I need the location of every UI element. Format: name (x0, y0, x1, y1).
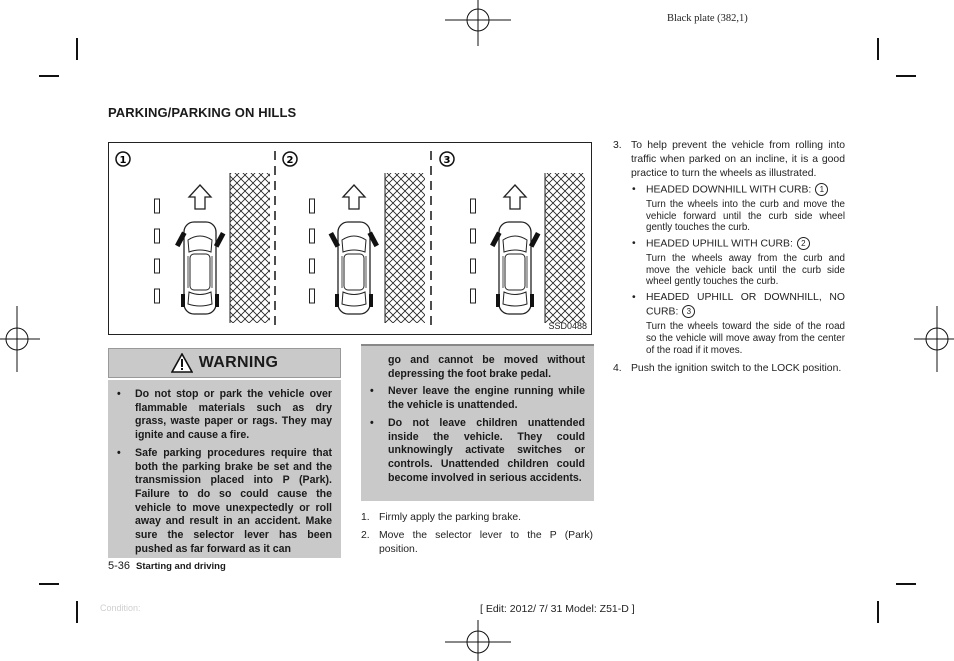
section-heading: PARKING/PARKING ON HILLS (108, 105, 297, 120)
svg-text:2: 2 (286, 155, 294, 166)
svg-text:1: 1 (119, 155, 127, 166)
warning-triangle-icon (171, 353, 193, 373)
steps-right (613, 139, 845, 380)
warning-title: WARNING (198, 354, 279, 371)
warning-item: • Do not stop or park the vehicle over flammable materials such as dry grass, waste paper or rags. They may ignite and cause a fire. (116, 388, 332, 443)
parking-diagram (109, 143, 591, 334)
warning-header (108, 348, 341, 378)
sub-item-uphill-curb: • HEADED UPHILL WITH CURB: 2 Turn the wheels away from the curb and move the vehicle back until the curb side wheel gently touches the curb. (631, 237, 845, 288)
svg-text:3: 3 (443, 155, 451, 166)
warning-body-continued (361, 344, 594, 501)
circle-number: 3 (682, 305, 695, 318)
registration-mark-bottom (445, 620, 511, 661)
edit-info: [ Edit: 2012/ 7/ 31 Model: Z51-D ] (480, 603, 635, 615)
registration-mark-top (445, 0, 511, 46)
circle-number: 1 (815, 183, 828, 196)
panel-label-1 (116, 152, 130, 166)
circle-number: 2 (797, 237, 810, 250)
panel-label-2 (283, 152, 297, 166)
warning-item: • Never leave the engine running while the vehicle is unattended. (369, 385, 585, 412)
warning-body (108, 380, 341, 558)
registration-mark-left (0, 306, 40, 372)
figure-code: SSD0488 (548, 321, 587, 331)
sub-item-no-curb: • HEADED UPHILL OR DOWNHILL, NO CURB: 3 Turn the wheels toward the side of the road so the vehicle will move away from the center of the road if it moves. (631, 291, 845, 356)
page-footer (108, 560, 226, 572)
step-item: 4. Push the ignition switch to the LOCK position. (613, 363, 842, 375)
condition-label: Condition: (100, 603, 141, 613)
page-number: 5-36 (108, 560, 131, 572)
warning-item: • Do not leave children unattended inside the vehicle. They could unknowingly activate switches or controls. Unattended children could become involved in serious accidents. (369, 417, 585, 486)
step-item: 2. Move the selector lever to the P (Park) position. (361, 530, 593, 555)
parking-illustration (108, 142, 592, 335)
warning-item-continued: go and cannot be moved without depressing the foot brake pedal. (388, 354, 585, 380)
step-item: 3. To help prevent the vehicle from rolling into traffic when parked on an incline, it is a good practice to turn the wheels as illustrated. • HEADED DOWNHILL WITH CURB: 1 Turn the wheels into the curb and move the vehicle forward until the curb side wheel gently touches the curb. • HEADED UPHILL WITH CURB: 2 Turn the wheels away from the curb and move the vehicle back until the curb side wheel gently touches the curb. • HEADED UPHILL OR DOWNHILL, NO CURB: 3 Turn the wheels toward the side of the road so the vehicle will move away from the center of the road if it moves. (613, 139, 845, 356)
panel-label-3 (440, 152, 454, 166)
plate-label: Black plate (382,1) (667, 13, 748, 24)
step-item: 1. Firmly apply the parking brake. (361, 512, 522, 523)
sub-item-downhill-curb: • HEADED DOWNHILL WITH CURB: 1 Turn the wheels into the curb and move the vehicle forward until the curb side wheel gently touches the curb. (631, 183, 845, 234)
steps-left (361, 511, 593, 561)
registration-mark-right (914, 306, 954, 372)
warning-item: • Safe parking procedures require that both the parking brake be set and the transmission placed into P (Park). Failure to do so could cause the vehicle to move unexpectedly or roll away and result in an accident. Make sure the selector lever has been pushed as far forward as it can (116, 447, 332, 557)
section-name: Starting and driving (136, 561, 226, 572)
